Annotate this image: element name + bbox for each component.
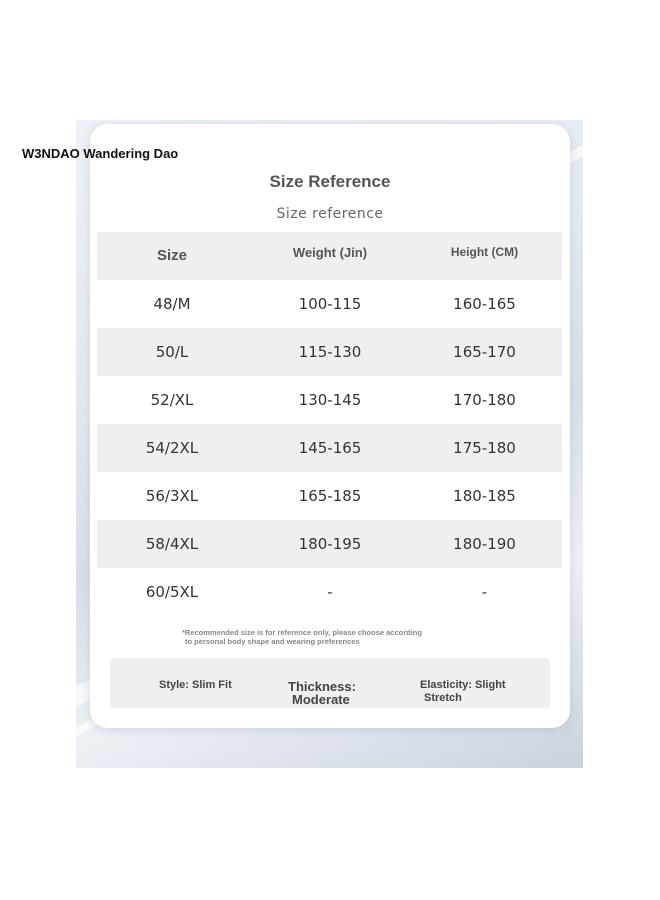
- elasticity-value: Stretch: [424, 692, 462, 704]
- chart-subtitle: Size reference: [276, 206, 384, 222]
- weight-cell: 115-130: [298, 343, 362, 361]
- height-cell: -: [481, 583, 488, 601]
- table-row: [97, 280, 562, 328]
- size-cell: 50/L: [155, 343, 189, 361]
- table-row: [97, 520, 562, 568]
- height-cell: 175-180: [453, 439, 516, 457]
- table-row: [97, 472, 562, 520]
- table-row: [97, 568, 562, 616]
- brand-label: W3NDAO Wandering Dao: [22, 146, 179, 161]
- note-line-2: to personal body shape and wearing preferences: [185, 637, 360, 646]
- reference-note: [182, 628, 492, 646]
- elasticity-label: Elasticity: Slight: [420, 679, 506, 691]
- height-cell: 165-170: [453, 343, 516, 361]
- weight-cell: 180-195: [298, 535, 362, 553]
- size-cell: 54/2XL: [145, 439, 199, 457]
- table-row: [97, 328, 562, 376]
- thickness-label: Thickness:: [288, 679, 356, 694]
- size-cell: 60/5XL: [145, 583, 199, 601]
- header-size: Size: [156, 247, 187, 264]
- size-cell: 56/3XL: [145, 487, 199, 505]
- thickness-value: Moderate: [292, 692, 350, 707]
- size-cell: 48/M: [153, 295, 191, 313]
- weight-cell: -: [327, 583, 333, 601]
- feature-thickness: [288, 680, 388, 706]
- table-row: [97, 376, 562, 424]
- size-cell: 58/4XL: [145, 535, 199, 553]
- table-header-row: [97, 232, 562, 280]
- header-weight: Weight (Jin): [292, 245, 368, 260]
- note-line-1: *Recommended size is for reference only, please choose according: [182, 628, 422, 637]
- table-row: [97, 424, 562, 472]
- height-cell: 180-190: [453, 535, 516, 553]
- weight-cell: 130-145: [298, 391, 362, 409]
- size-table: [97, 232, 562, 616]
- weight-cell: 145-165: [298, 439, 362, 457]
- feature-elasticity: [420, 679, 540, 705]
- header-height: Height (CM): [450, 245, 519, 259]
- weight-cell: 165-185: [298, 487, 362, 505]
- chart-title: Size Reference: [269, 172, 391, 191]
- weight-cell: 100-115: [298, 295, 362, 313]
- size-cell: 52/XL: [150, 391, 194, 409]
- height-cell: 170-180: [453, 391, 516, 409]
- feature-style: Style: Slim Fit: [159, 679, 232, 691]
- height-cell: 160-165: [453, 295, 516, 313]
- height-cell: 180-185: [453, 487, 516, 505]
